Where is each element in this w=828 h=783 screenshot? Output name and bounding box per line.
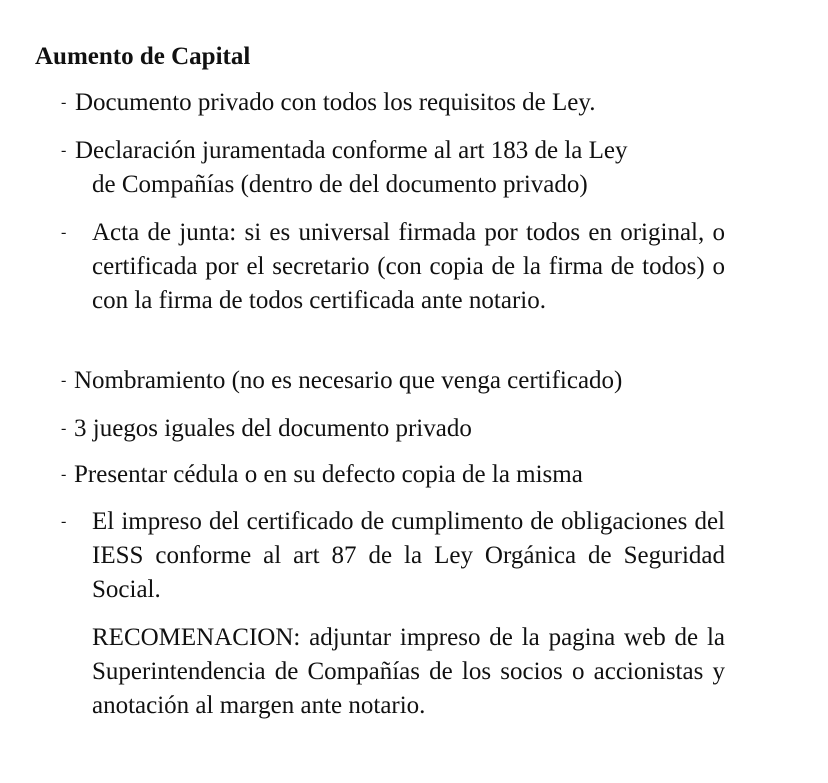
list-item-line: de Compañías (dentro de del documento privado) — [92, 171, 588, 198]
document-title: Aumento de Capital — [35, 43, 251, 70]
list-item — [61, 505, 801, 607]
list-item-text: Nombramiento (no es necesario que venga certificado) — [74, 367, 623, 394]
list-item-text: Presentar cédula o en su defecto copia de la misma — [74, 461, 583, 488]
list-item-text: Acta de junta: si es universal firmada por todos en original, o certificada por el secretario (con copia de la firma de todos) o con la firma de todos certificada ante notario. — [92, 219, 725, 314]
list-item-text: Documento privado con todos los requisitos de Ley. — [75, 89, 596, 116]
list-item — [61, 216, 801, 352]
list-item — [61, 458, 801, 492]
recommendation-paragraph — [92, 621, 725, 757]
list-item-text — [75, 134, 725, 202]
bullet-dash: - — [61, 142, 67, 159]
bullet-dash: - — [61, 420, 67, 437]
list-item-text: 3 juegos iguales del documento privado — [74, 415, 472, 442]
bullet-dash: - — [61, 466, 67, 483]
list-item — [61, 134, 801, 202]
list-item — [61, 364, 801, 398]
bullet-dash: - — [61, 94, 67, 111]
list-item — [61, 86, 801, 120]
list-item — [61, 412, 801, 446]
recommendation-text: RECOMENACION: adjuntar impreso de la pagina web de la Superintendencia de Compañías de los socios o accionistas y anotación al margen ante notario. — [92, 624, 725, 719]
bullet-dash: - — [61, 224, 67, 241]
bullet-dash: - — [61, 372, 67, 389]
list-item-text: El impreso del certificado de cumplimento de obligaciones del IESS conforme al art 87 de la Ley Orgánica de Seguridad Social. — [92, 508, 725, 603]
bullet-dash: - — [61, 513, 67, 530]
list-item-line: Declaración juramentada conforme al art 183 de la Ley — [75, 137, 628, 164]
